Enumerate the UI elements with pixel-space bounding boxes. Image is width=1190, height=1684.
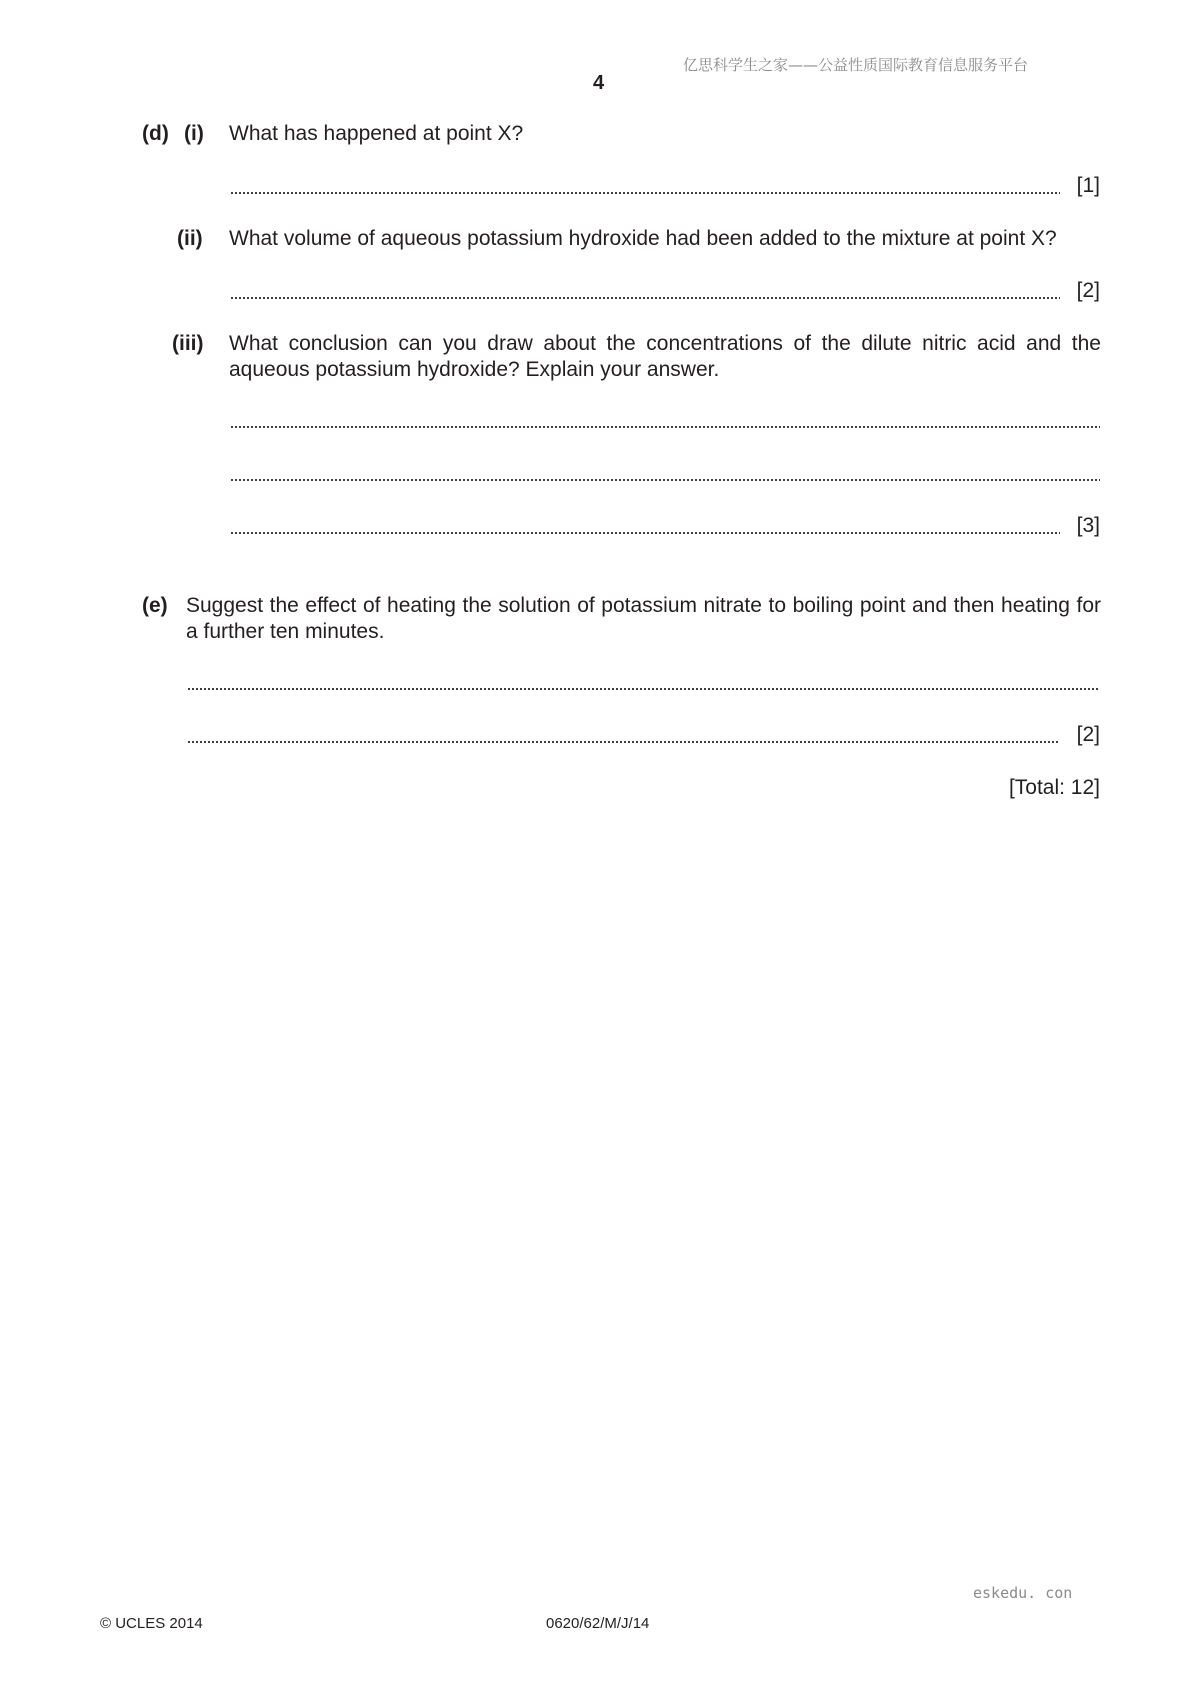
marks-e: [2] — [1076, 723, 1100, 746]
question-i-text: What has happened at point X? — [229, 122, 524, 145]
question-iii-label: (iii) — [172, 332, 204, 355]
marks-ii: [2] — [1076, 279, 1100, 302]
footer-paper-code: 0620/62/M/J/14 — [546, 1615, 650, 1632]
question-ii-text: What volume of aqueous potassium hydroxide had been added to the mixture at point X? — [229, 227, 1057, 250]
marks-i: [1] — [1076, 174, 1100, 197]
part-e-label: (e) — [142, 594, 168, 617]
question-ii-label: (ii) — [177, 227, 203, 250]
question-iii-text: What conclusion can you draw about the concentrations of the dilute nitric acid and the aqueous potassium hydroxide? Explain your answer. — [229, 332, 1101, 381]
page-number: 4 — [593, 72, 605, 94]
question-i-label: (i) — [184, 122, 204, 145]
answer-line-ii[interactable] — [230, 296, 1060, 300]
header-watermark: 亿思科学生之家——公益性质国际教育信息服务平台 — [683, 56, 1029, 74]
answer-line-e-1[interactable] — [187, 687, 1100, 691]
answer-line-iii-2[interactable] — [230, 478, 1100, 482]
answer-line-e-2[interactable] — [187, 740, 1060, 744]
part-e-text: Suggest the effect of heating the solution of potassium nitrate to boiling point and then heating for a further ten minutes. — [186, 594, 1101, 643]
answer-line-iii-1[interactable] — [230, 425, 1100, 429]
total-marks: [Total: 12] — [1008, 776, 1100, 799]
footer-site: eskedu. con — [973, 1584, 1073, 1602]
marks-iii: [3] — [1076, 514, 1100, 537]
answer-line-iii-3[interactable] — [230, 531, 1060, 535]
answer-line-i[interactable] — [230, 191, 1060, 195]
part-d-label: (d) — [142, 122, 169, 145]
footer-copyright: © UCLES 2014 — [100, 1615, 203, 1632]
